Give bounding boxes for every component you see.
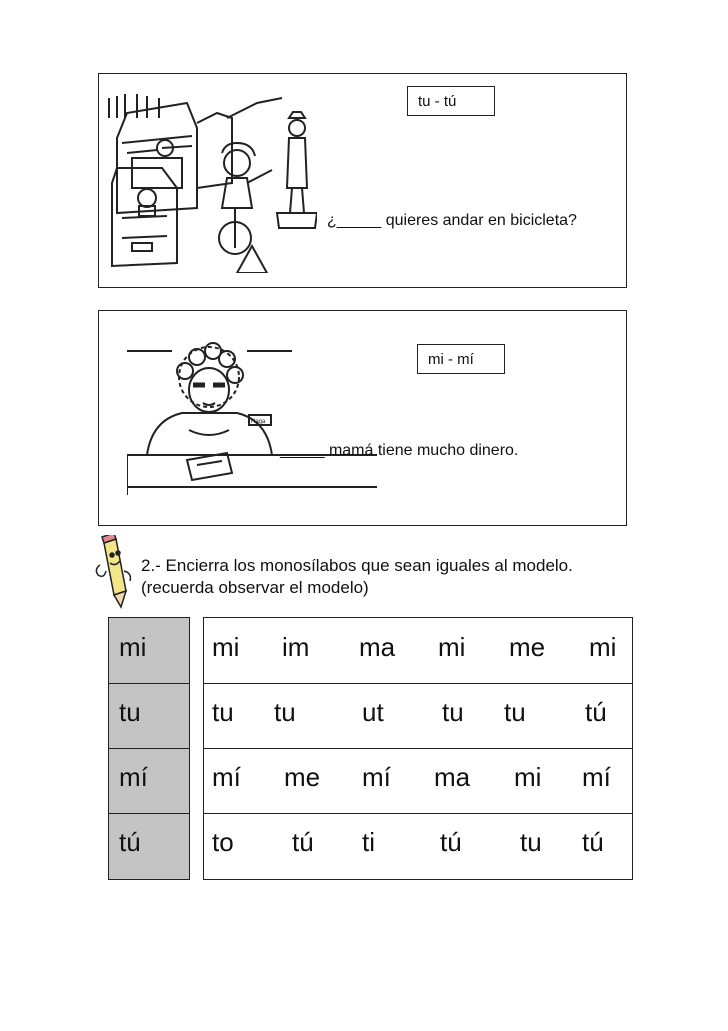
options-box-mi: mi - mí xyxy=(417,344,505,374)
word-option[interactable]: mi xyxy=(212,632,240,662)
word-option[interactable]: mí xyxy=(362,762,391,792)
word-option[interactable]: mi xyxy=(589,632,617,662)
word-option[interactable]: tú xyxy=(582,827,604,857)
instruction-line-2: (recuerda observar el modelo) xyxy=(141,578,369,597)
word-option[interactable]: tú xyxy=(440,827,462,857)
model-word: tu xyxy=(119,697,141,727)
word-option[interactable]: mi xyxy=(438,632,466,662)
model-column xyxy=(108,617,190,880)
fill-in-sentence-mi: _____ mamá tiene mucho dinero. xyxy=(280,442,519,459)
row-divider xyxy=(204,813,632,814)
fill-in-sentence-tu: ¿_____ quieres andar en bicicleta? xyxy=(327,212,577,229)
row-divider xyxy=(109,813,189,814)
word-option[interactable]: to xyxy=(212,827,234,857)
word-option[interactable]: tú xyxy=(585,697,607,727)
word-option[interactable]: tu xyxy=(212,697,234,727)
woman-with-money-illustration xyxy=(127,335,377,495)
instruction-text xyxy=(141,555,573,599)
options-box-tu: tu - tú xyxy=(407,86,495,116)
pencil-icon xyxy=(90,535,134,613)
word-option[interactable]: tu xyxy=(274,697,296,727)
row-divider xyxy=(109,683,189,684)
word-option[interactable]: im xyxy=(282,632,310,662)
street-scene-illustration xyxy=(107,88,317,273)
word-option[interactable]: me xyxy=(509,632,546,662)
model-word: mi xyxy=(119,632,147,662)
word-option[interactable]: me xyxy=(284,762,321,792)
row-divider xyxy=(204,683,632,684)
model-word: tú xyxy=(119,827,141,857)
word-grid xyxy=(203,617,633,880)
word-option[interactable]: mi xyxy=(514,762,542,792)
model-word: mí xyxy=(119,762,148,792)
exercise-panel-mi xyxy=(98,310,627,526)
exercise-panel-tu xyxy=(98,73,627,288)
word-option[interactable]: ut xyxy=(362,697,384,727)
word-option[interactable]: ma xyxy=(434,762,471,792)
word-option[interactable]: ti xyxy=(362,827,375,857)
instruction-line-1: 2.- Encierra los monosílabos que sean iguales al modelo. xyxy=(141,556,573,575)
row-divider xyxy=(204,748,632,749)
word-option[interactable]: mí xyxy=(212,762,241,792)
word-option[interactable]: tu xyxy=(442,697,464,727)
sign-text: Haga xyxy=(251,419,266,425)
word-option[interactable]: mí xyxy=(582,762,611,792)
word-option[interactable]: tú xyxy=(292,827,314,857)
word-option[interactable]: tu xyxy=(504,697,526,727)
row-divider xyxy=(109,748,189,749)
word-option[interactable]: ma xyxy=(359,632,396,662)
word-option[interactable]: tu xyxy=(520,827,542,857)
